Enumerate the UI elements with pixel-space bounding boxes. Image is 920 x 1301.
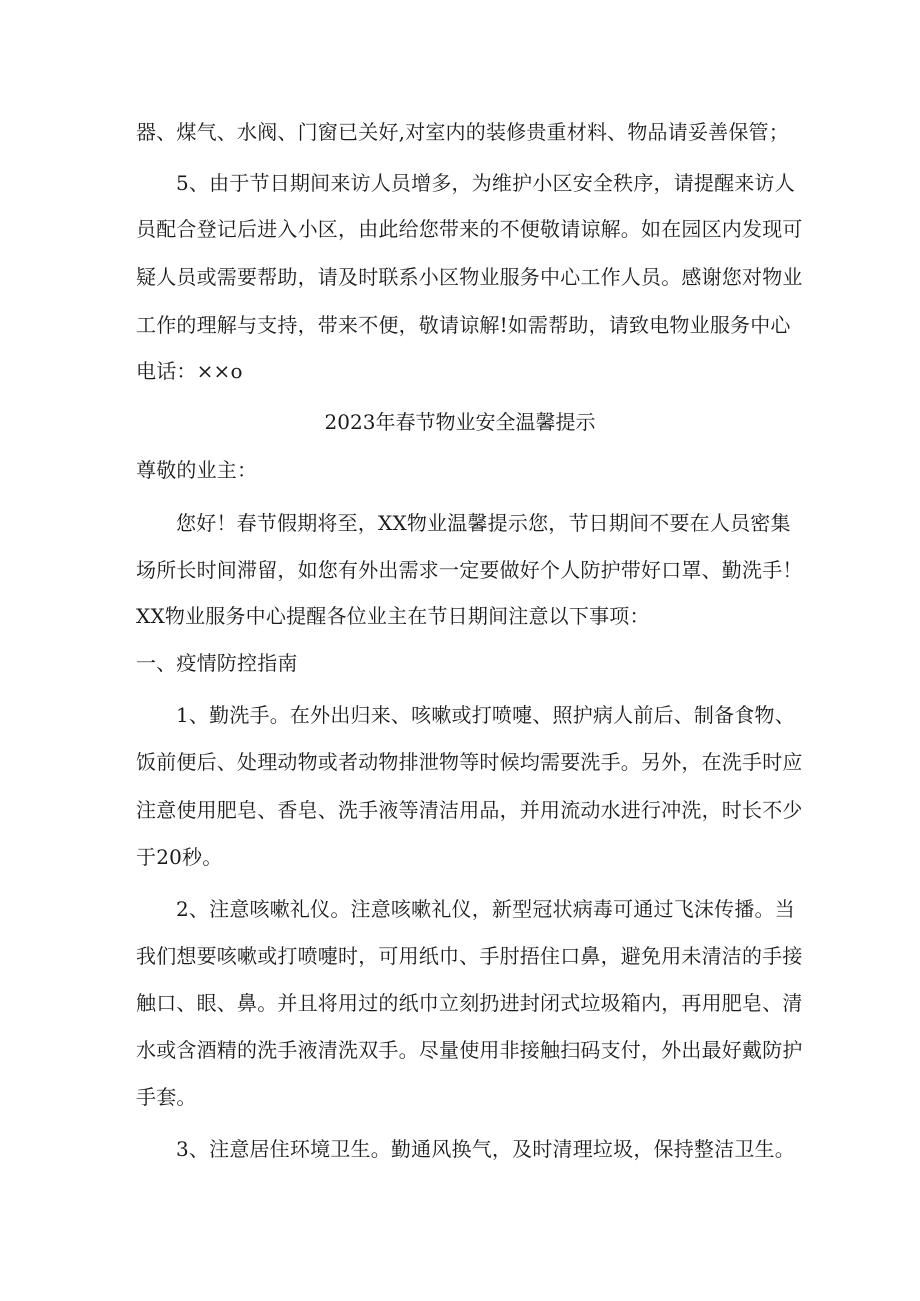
paragraph-5-line-5: 手套。 bbox=[136, 1085, 197, 1109]
paragraph-5-line-2: 我们想要咳嗽或打喷嚏时，可用纸巾、手肘捂住口鼻，避免用未清洁的手接 bbox=[136, 944, 803, 968]
paragraph-2-line-4: 工作的理解与支持，带来不便，敬请谅解!如需帮助，请致电物业服务中心 bbox=[136, 313, 791, 337]
document-title: 2023年春节物业安全温馨提示 bbox=[324, 410, 596, 434]
paragraph-3-line-3: XX物业服务中心提醒各位业主在节日期间注意以下事项： bbox=[136, 604, 650, 628]
paragraph-2-line-5: 电话：××o bbox=[136, 359, 243, 383]
paragraph-2-line-1: 5、由于节日期间来访人员增多，为维护小区安全秩序，请提醒来访人 bbox=[176, 171, 795, 195]
section-heading-1: 一、疫情防控指南 bbox=[136, 651, 298, 675]
paragraph-5-line-1: 2、注意咳嗽礼仪。注意咳嗽礼仪，新型冠状病毒可通过飞沫传播。当 bbox=[176, 897, 795, 921]
paragraph-4-line-4: 于20秒。 bbox=[136, 845, 223, 869]
salutation: 尊敬的业主： bbox=[136, 458, 258, 482]
paragraph-2-line-3: 疑人员或需要帮助，请及时联系小区物业服务中心工作人员。感谢您对物业 bbox=[136, 265, 803, 289]
paragraph-5-line-4: 水或含酒精的洗手液清洗双手。尽量使用非接触扫码支付，外出最好戴防护 bbox=[136, 1038, 803, 1062]
paragraph-6-line-1: 3、注意居住环境卫生。勤通风换气，及时清理垃圾，保持整洁卫生。 bbox=[176, 1137, 795, 1161]
paragraph-5-line-3: 触口、眼、鼻。并且将用过的纸巾立刻扔进封闭式垃圾箱内，再用肥皂、清 bbox=[136, 991, 803, 1015]
paragraph-4-line-3: 注意使用肥皂、香皂、洗手液等清洁用品，并用流动水进行冲洗，时长不少 bbox=[136, 798, 803, 822]
paragraph-4-line-1: 1、勤洗手。在外出归来、咳嗽或打喷嚏、照护病人前后、制备食物、 bbox=[176, 703, 795, 727]
paragraph-2-line-2: 员配合登记后进入小区，由此给您带来的不便敬请谅解。如在园区内发现可 bbox=[136, 217, 803, 241]
paragraph-1-line-1: 器、煤气、水阀、门窗已关好,对室内的装修贵重材料、物品请妥善保管； bbox=[136, 120, 789, 144]
paragraph-3-line-1: 您好！春节假期将至，XX物业温馨提示您，节日期间不要在人员密集 bbox=[176, 511, 791, 535]
paragraph-4-line-2: 饭前便后、处理动物或者动物排泄物等时候均需要洗手。另外，在洗手时应 bbox=[136, 750, 803, 774]
paragraph-3-line-2: 场所长时间滞留，如您有外出需求一定要做好个人防护带好口罩、勤洗手！ bbox=[136, 558, 803, 582]
